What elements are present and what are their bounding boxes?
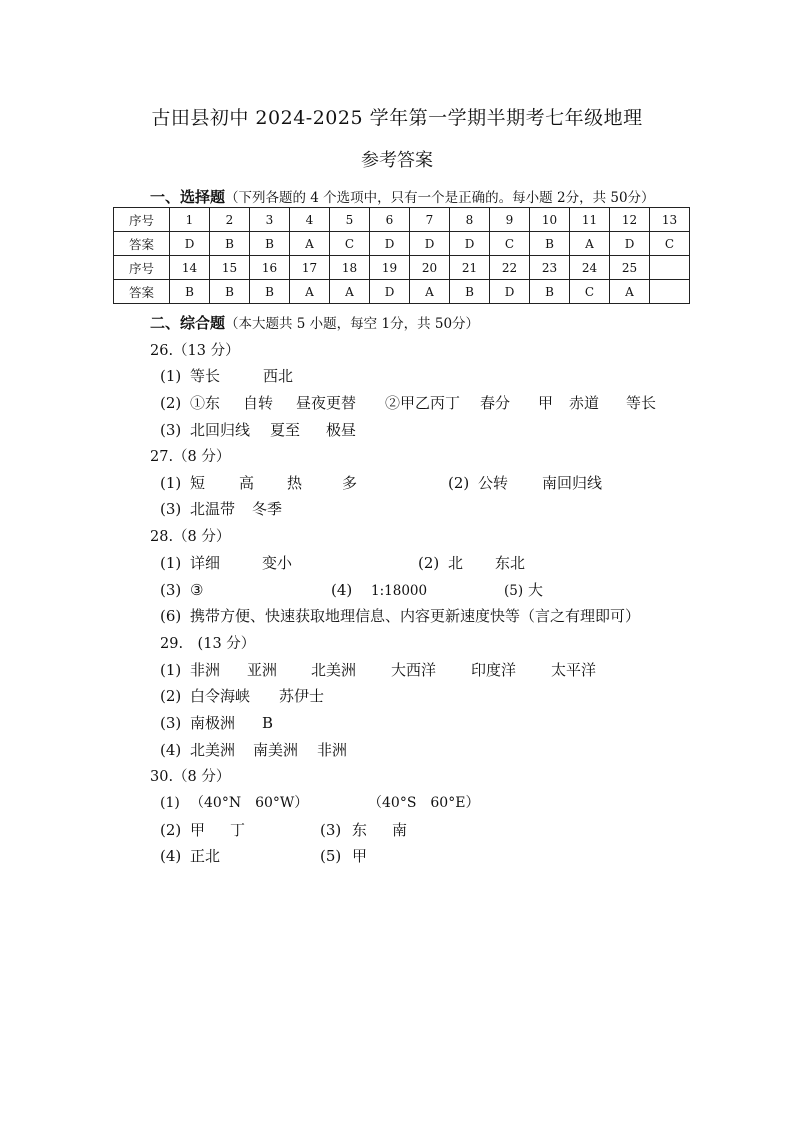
answer-item: 南回归线 xyxy=(542,474,603,492)
table-row-answers-1 xyxy=(114,232,690,256)
answer-item: 春分 xyxy=(480,394,511,412)
answer-item: 极昼 xyxy=(326,421,357,439)
table-cell: 19 xyxy=(370,256,410,280)
answer-item: 白令海峡 xyxy=(190,687,251,705)
table-cell: 13 xyxy=(650,208,690,232)
table-cell: 17 xyxy=(290,256,330,280)
table-cell: 14 xyxy=(170,256,210,280)
answer-label: (4) xyxy=(160,741,182,759)
table-cell: B xyxy=(210,232,250,256)
q30-line4 xyxy=(160,845,367,866)
table-cell: C xyxy=(490,232,530,256)
answer-item: 甲 xyxy=(190,821,206,839)
answer-item: 东 xyxy=(352,821,368,839)
table-cell: 18 xyxy=(330,256,370,280)
answer-item: 苏伊士 xyxy=(279,687,325,705)
answer-label: (6) xyxy=(160,607,182,625)
table-cell: 16 xyxy=(250,256,290,280)
section2-header xyxy=(150,312,479,333)
table-cell: 3 xyxy=(250,208,290,232)
table-cell: B xyxy=(210,280,250,304)
table-cell: 2 xyxy=(210,208,250,232)
answer-item: 非洲 xyxy=(317,741,348,759)
answer-label: (1) xyxy=(160,367,182,385)
table-cell: D xyxy=(370,280,410,304)
answer-item: 西北 xyxy=(263,367,294,385)
q29-header: 29. (13 分） xyxy=(160,636,256,652)
table-cell: D xyxy=(450,232,490,256)
q26-line2 xyxy=(160,392,656,413)
answer-label: (3) xyxy=(320,821,342,839)
answer-item: 太平洋 xyxy=(551,661,597,679)
answer-item: ③ xyxy=(190,581,204,599)
table-cell: 4 xyxy=(290,208,330,232)
q29-line4 xyxy=(160,739,347,760)
answer-item: 多 xyxy=(342,474,358,492)
answer-item: 正北 xyxy=(190,847,221,865)
answer-label: (2) xyxy=(160,394,182,412)
answer-label: (3) xyxy=(160,581,182,599)
q28-header: 28.（8 分） xyxy=(150,529,231,545)
q28-line6 xyxy=(160,605,640,626)
answer-label: (1) xyxy=(160,554,182,572)
table-cell: 9 xyxy=(490,208,530,232)
table-cell: A xyxy=(330,280,370,304)
answer-item: 1:18000 xyxy=(371,583,428,599)
row-label: 答案 xyxy=(114,232,170,256)
answer-item: 亚洲 xyxy=(247,661,278,679)
answer-item: 东北 xyxy=(495,554,526,572)
table-cell: 22 xyxy=(490,256,530,280)
table-cell: D xyxy=(170,232,210,256)
table-cell: C xyxy=(650,232,690,256)
table-cell: D xyxy=(610,232,650,256)
table-cell: A xyxy=(410,280,450,304)
answer-item: （40°S 60°E） xyxy=(368,795,480,811)
table-cell: 1 xyxy=(170,208,210,232)
answer-item: 南 xyxy=(392,821,408,839)
table-row-numbers-2 xyxy=(114,256,690,280)
answer-item: ②甲乙丙丁 xyxy=(385,394,461,412)
section1-heading: 一、选择题 xyxy=(150,188,226,206)
section2-heading: 二、综合题 xyxy=(150,314,226,332)
table-cell: 21 xyxy=(450,256,490,280)
row-label: 序号 xyxy=(114,208,170,232)
table-cell: B xyxy=(530,232,570,256)
answer-item: 自转 xyxy=(243,394,274,412)
q29-line2 xyxy=(160,685,324,706)
table-cell: D xyxy=(490,280,530,304)
answer-item: （40°N 60°W） xyxy=(190,795,309,811)
answer-item: 北回归线 xyxy=(190,421,251,439)
answer-item: 短 xyxy=(190,474,206,492)
answer-item: 公转 xyxy=(478,474,509,492)
table-cell: D xyxy=(410,232,450,256)
table-cell: A xyxy=(610,280,650,304)
answer-item: 丁 xyxy=(230,821,246,839)
answer-item: B xyxy=(262,714,274,732)
answer-label: (3) xyxy=(160,714,182,732)
q26-header: 26.（13 分） xyxy=(150,343,240,359)
q29-line3 xyxy=(160,712,273,733)
answer-item: 印度洋 xyxy=(471,661,517,679)
answer-item: 热 xyxy=(287,474,303,492)
answer-label: (3) xyxy=(160,421,182,439)
answer-item: 夏至 xyxy=(270,421,301,439)
table-cell: 5 xyxy=(330,208,370,232)
answer-label: (3) xyxy=(160,500,182,518)
answer-item: 携带方便、快速获取地理信息、内容更新速度快等（言之有理即可） xyxy=(190,607,641,625)
answer-label: (1) xyxy=(160,661,182,679)
answer-item: 变小 xyxy=(262,554,293,572)
q27-line3 xyxy=(160,498,282,519)
table-cell: 10 xyxy=(530,208,570,232)
answer-item: 冬季 xyxy=(252,500,283,518)
answer-item: 赤道 xyxy=(569,394,600,412)
answer-label: (1) xyxy=(160,474,182,492)
answer-label: (4) xyxy=(331,581,353,599)
table-cell: 23 xyxy=(530,256,570,280)
q30-line1 xyxy=(160,792,479,812)
answer-item: 昼夜更替 xyxy=(296,394,357,412)
table-cell: 11 xyxy=(570,208,610,232)
answer-label: (1) xyxy=(160,795,180,811)
table-row-numbers-1 xyxy=(114,208,690,232)
table-cell: B xyxy=(530,280,570,304)
table-cell: B xyxy=(250,280,290,304)
table-cell: 8 xyxy=(450,208,490,232)
table-cell: 7 xyxy=(410,208,450,232)
multiple-choice-answer-table xyxy=(113,207,690,304)
row-label: 序号 xyxy=(114,256,170,280)
answer-label: (4) xyxy=(160,847,182,865)
answer-item: 等长 xyxy=(626,394,657,412)
table-cell xyxy=(650,280,690,304)
table-cell: A xyxy=(290,232,330,256)
answer-label: (5) xyxy=(504,583,524,599)
answer-item: 详细 xyxy=(190,554,221,572)
table-cell: A xyxy=(290,280,330,304)
q30-line2 xyxy=(160,819,407,840)
table-row-answers-2 xyxy=(114,280,690,304)
document-title: 古田县初中 2024-2025 学年第一学期半期考七年级地理 xyxy=(151,107,643,129)
q26-line3 xyxy=(160,419,356,440)
table-cell: C xyxy=(570,280,610,304)
answer-item: 非洲 xyxy=(190,661,221,679)
q29-line1 xyxy=(160,659,596,680)
table-cell: A xyxy=(570,232,610,256)
table-cell: 24 xyxy=(570,256,610,280)
answer-item: ①东 xyxy=(190,394,221,412)
answer-item: 大 xyxy=(528,581,544,599)
q28-line3 xyxy=(160,579,543,600)
table-cell: B xyxy=(250,232,290,256)
answer-label: (2) xyxy=(418,554,440,572)
table-cell: 12 xyxy=(610,208,650,232)
table-cell xyxy=(650,256,690,280)
answer-label: (2) xyxy=(160,687,182,705)
table-cell: B xyxy=(450,280,490,304)
q27-line1 xyxy=(160,472,602,493)
answer-item: 南极洲 xyxy=(190,714,236,732)
section2-note: （本大题共 5 小题，每空 1分，共 50分） xyxy=(225,316,480,332)
table-cell: 15 xyxy=(210,256,250,280)
answer-label: (5) xyxy=(320,847,342,865)
answer-item: 北 xyxy=(448,554,464,572)
table-cell: 6 xyxy=(370,208,410,232)
q26-line1 xyxy=(160,365,293,386)
section1-header xyxy=(150,186,655,207)
q30-header: 30.（8 分） xyxy=(150,769,231,785)
answer-item: 高 xyxy=(239,474,255,492)
row-label: 答案 xyxy=(114,280,170,304)
answer-item: 北美洲 xyxy=(311,661,357,679)
table-cell: B xyxy=(170,280,210,304)
answer-item: 北温带 xyxy=(190,500,236,518)
table-cell: C xyxy=(330,232,370,256)
table-cell: D xyxy=(370,232,410,256)
q28-line1 xyxy=(160,552,525,573)
section1-note: （下列各题的 4 个选项中，只有一个是正确的。每小题 2分，共 50分） xyxy=(225,190,655,206)
q27-header: 27.（8 分） xyxy=(150,449,231,465)
answer-item: 甲 xyxy=(538,394,554,412)
answer-item: 等长 xyxy=(190,367,221,385)
table-cell: 20 xyxy=(410,256,450,280)
table-cell: 25 xyxy=(610,256,650,280)
answer-item: 北美洲 xyxy=(190,741,236,759)
answer-item: 大西洋 xyxy=(391,661,437,679)
answer-item: 南美洲 xyxy=(253,741,299,759)
answer-item: 甲 xyxy=(352,847,368,865)
document-subtitle: 参考答案 xyxy=(361,150,433,171)
answer-label: (2) xyxy=(448,474,470,492)
answer-label: (2) xyxy=(160,821,182,839)
